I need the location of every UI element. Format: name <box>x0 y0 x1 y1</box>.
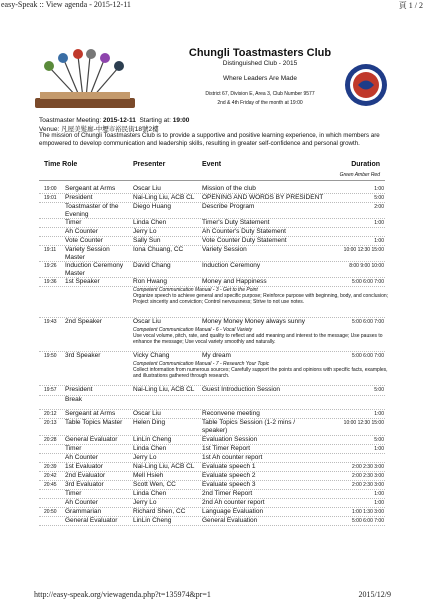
row-event: Reconvene meeting <box>202 410 260 417</box>
row-event: Evaluate speech 1 <box>202 463 256 470</box>
row-duration: 1:00 <box>374 411 384 417</box>
row-time: 20:42 <box>44 473 57 479</box>
row-time: 19:00 <box>44 186 57 192</box>
row-time: 20:39 <box>44 464 57 470</box>
row-event: General Evaluation <box>202 517 258 524</box>
page-number: 頁 1 / 2 <box>398 1 423 10</box>
row-role: Master <box>65 254 85 261</box>
row-presenter: Richard Shen, CC <box>133 508 186 515</box>
row-event: Mission of the club <box>202 185 256 192</box>
print-header <box>0 0 425 11</box>
row-time: 19:50 <box>44 353 57 359</box>
row-duration: 1:00 <box>374 500 384 506</box>
row-event: 2nd Timer Report <box>202 490 253 497</box>
meeting-line: Toastmaster Meeting: 2015-12-11 Starting at: 19:00 <box>39 117 190 124</box>
row-role: General Evaluator <box>65 436 118 443</box>
header-divider <box>39 180 385 181</box>
row-presenter: Linda Chen <box>133 490 167 497</box>
row-presenter: LinLin Cheng <box>133 517 172 524</box>
row-duration: 5:00 6:00 7:00 <box>352 518 384 524</box>
row-presenter: Nai-Ling Liu, ACB CL <box>133 463 195 470</box>
row-time: 20:13 <box>44 420 57 426</box>
col-duration: Duration <box>351 161 380 168</box>
row-role: Timer <box>65 445 82 452</box>
toastmasters-logo-icon <box>336 62 396 108</box>
duration-subheader: Green Amber Red <box>339 172 380 178</box>
row-duration: 2:00 2:30 3:00 <box>352 473 384 479</box>
row-divider <box>39 525 385 526</box>
row-duration: 2:00 2:30 3:00 <box>352 464 384 470</box>
row-event: Timer's Duty Statement <box>202 219 270 226</box>
meeting-start: 19:00 <box>172 117 190 124</box>
row-event: Induction Ceremony <box>202 262 261 269</box>
row-time: 19:36 <box>44 279 57 285</box>
row-presenter: Scott Wen, CC <box>133 481 176 488</box>
footer-url: http://easy-speak.org/viewagenda.php?t=135974&pr=1 <box>34 590 211 599</box>
row-role: 2nd Speaker <box>65 318 102 325</box>
club-distinction: Distinguished Club - 2015 <box>222 60 298 67</box>
row-presenter: Oscar Liu <box>133 185 161 192</box>
row-presenter: David Chang <box>133 262 171 269</box>
row-time: 20:28 <box>44 437 57 443</box>
speech-note <box>133 327 393 345</box>
row-presenter: Linda Chen <box>133 219 167 226</box>
row-time: 19:57 <box>44 387 57 393</box>
row-event: 2nd Ah counter report <box>202 499 265 506</box>
row-role: Timer <box>65 490 82 497</box>
row-duration: 5:00 6:00 7:00 <box>352 279 384 285</box>
row-role: Sergeant at Arms <box>65 410 116 417</box>
row-duration: 5:00 6:00 7:00 <box>352 353 384 359</box>
note-manual: Competent Communication Manual - 7 - Research Your Topic <box>133 361 270 367</box>
row-event: Language Evaluation <box>202 508 264 515</box>
row-time: 19:26 <box>44 263 57 269</box>
row-time: 20:50 <box>44 509 57 515</box>
note-text: Collect information from numerous sources; Carefully support the points and opinions with specific facts, examples, and illustrations gathered through research. <box>133 367 388 379</box>
footer-date: 2015/12/9 <box>358 590 391 599</box>
row-duration: 2:00 <box>374 204 384 210</box>
club-motto: Where Leaders Are Made <box>222 75 298 82</box>
row-role: General Evaluator <box>65 517 118 524</box>
row-event: Money Money Money always sunny <box>202 318 305 325</box>
row-time: 19:11 <box>44 247 57 253</box>
row-role: Sergeant at Arms <box>65 185 116 192</box>
row-duration: 1:00 <box>374 220 384 226</box>
col-time-role: Time Role <box>44 161 78 168</box>
row-role: Toastmaster of the <box>65 203 119 210</box>
row-presenter: Oscar Liu <box>133 318 161 325</box>
row-role: 1st Evaluator <box>65 463 103 470</box>
print-title: easy-Speak :: View agenda - 2015-12-11 <box>1 0 131 9</box>
row-time: 19:01 <box>44 195 57 201</box>
row-role: Master <box>65 270 85 277</box>
row-event: 1st Ah counter report <box>202 454 263 461</box>
row-role: Table Topics Master <box>65 419 123 426</box>
row-presenter: Helen Ding <box>133 419 166 426</box>
row-role: 1st Speaker <box>65 278 100 285</box>
club-schedule: 2nd & 4th Friday of the month at 19:00 <box>217 100 303 106</box>
row-presenter: Oscar Liu <box>133 410 161 417</box>
club-name: Chungli Toastmasters Club <box>188 47 332 59</box>
row-presenter: Jerry Lo <box>133 228 157 235</box>
venue-value: 凡屋美髮廊-中壢市裕民街18號2樓 <box>61 126 159 133</box>
col-presenter: Presenter <box>133 161 166 168</box>
row-presenter: Nai-Ling Liu, ACB CL <box>133 194 195 201</box>
row-role: Grammarian <box>65 508 102 515</box>
row-duration: 10:00 12:30 15:00 <box>343 420 384 426</box>
row-duration: 5:00 <box>374 387 384 393</box>
row-role: President <box>65 386 93 393</box>
row-role: Evening <box>65 211 89 218</box>
row-role: Vote Counter <box>65 237 103 244</box>
row-role: 3rd Evaluator <box>65 481 104 488</box>
row-duration: 1:00 <box>374 446 384 452</box>
note-text: Use vocal volume, pitch, rate, and quality to reflect and add meaning and interest to the message; Use pauses to enhance the message; Use vocal variety smoothly and naturally. <box>133 333 383 345</box>
row-event: Vote Counter Duty Statement <box>202 237 287 244</box>
row-event: Describe Program <box>202 203 255 210</box>
row-role: Timer <box>65 219 82 226</box>
row-event: Evaluate speech 3 <box>202 481 256 488</box>
row-event: Evaluation Session <box>202 436 258 443</box>
row-event: OPENING AND WORDS BY PRESIDENT <box>202 194 324 201</box>
row-role: Ah Counter <box>65 454 98 461</box>
row-presenter: Vicky Chang <box>133 352 170 359</box>
row-duration: 10:00 12:30 15:00 <box>343 247 384 253</box>
note-text: Organize speech to achieve general and specific purpose; Reinforce purpose with beginning, body, and conclusion; Project sincerity and conviction; Control nervousness; Strive to not use notes. <box>133 293 389 305</box>
row-duration: 5:00 6:00 7:00 <box>352 319 384 325</box>
note-manual: Competent Communication Manual - 3 - Get to the Point <box>133 287 258 293</box>
row-duration: 5:00 <box>374 437 384 443</box>
row-event: 1st Timer Report <box>202 445 251 452</box>
row-role: President <box>65 194 93 201</box>
row-role: 2nd Evaluator <box>65 472 106 479</box>
row-duration: 2:00 2:30 3:00 <box>352 482 384 488</box>
meeting-date: 2015-12-11 <box>102 117 136 124</box>
row-presenter: Ron Hwang <box>133 278 167 285</box>
row-presenter: Nai-Ling Liu, ACB CL <box>133 386 195 393</box>
row-role: Induction Ceremony <box>65 262 124 269</box>
row-event: My dream <box>202 352 231 359</box>
row-event: Ah Counter's Duty Statement <box>202 228 286 235</box>
row-presenter: Iona Chuang, CC <box>133 246 184 253</box>
row-role: Break <box>65 396 82 403</box>
row-presenter: Linda Chen <box>133 445 167 452</box>
row-presenter: Sally Sun <box>133 237 161 244</box>
col-event: Event <box>202 161 222 168</box>
row-event: Guest Introduction Session <box>202 386 281 393</box>
row-presenter: Jerry Lo <box>133 499 157 506</box>
row-role: Ah Counter <box>65 228 98 235</box>
club-district: District 67, Division E, Area 3, Club Number 9577 <box>205 91 315 97</box>
venue-line: Venue: 凡屋美髮廊-中壢市裕民街18號2樓 <box>39 126 159 133</box>
row-presenter: Mell Hsieh <box>133 472 164 479</box>
speech-note <box>133 361 393 379</box>
row-presenter: LinLin Cheng <box>133 436 172 443</box>
row-event: Variety Session <box>202 246 247 253</box>
row-event: Table Topics Session (1-2 mins / <box>202 419 296 426</box>
print-footer <box>0 590 425 600</box>
row-duration: 8:00 9:00 10:00 <box>349 263 384 269</box>
row-duration: 1:00 <box>374 186 384 192</box>
row-presenter: Diego Huang <box>133 203 171 210</box>
row-duration: 1:00 <box>374 238 384 244</box>
row-role: Variety Session <box>65 246 110 253</box>
row-presenter: Jerry Lo <box>133 454 157 461</box>
row-duration: 5:00 <box>374 195 384 201</box>
row-role: Ah Counter <box>65 499 98 506</box>
row-time: 19:43 <box>44 319 57 325</box>
row-duration: 1:00 1:30 3:00 <box>352 509 384 515</box>
row-event: speaker) <box>202 427 228 434</box>
microphones-podium-icon <box>30 48 140 110</box>
mission-statement: The mission of Chungli Toastmasters Club is to provide a supportive and positive learning experience, in which members are empowered to develop communication and leadership skills, resulting in greater self-confidence and personal growth. <box>39 132 380 147</box>
row-time: 20:45 <box>44 482 57 488</box>
row-role: 3rd Speaker <box>65 352 101 359</box>
speech-note <box>133 287 393 305</box>
row-event: Money and Happiness <box>202 278 267 285</box>
row-divider <box>39 395 385 396</box>
row-time: 20:12 <box>44 411 57 417</box>
row-duration: 1:00 <box>374 491 384 497</box>
row-event: Evaluate speech 2 <box>202 472 256 479</box>
note-manual: Competent Communication Manual - 6 - Vocal Variety <box>133 327 253 333</box>
